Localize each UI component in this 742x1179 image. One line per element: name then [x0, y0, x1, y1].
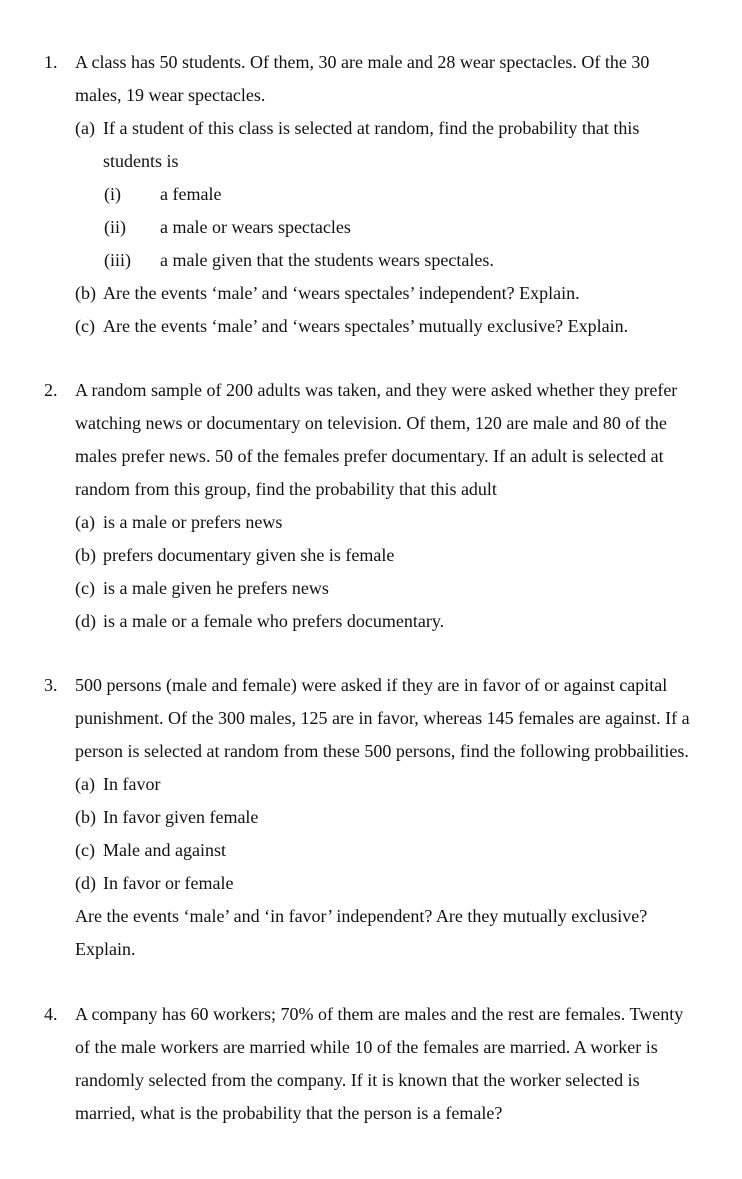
part-label: (a)	[75, 774, 95, 794]
part-label: (d)	[75, 873, 96, 893]
question-text: married, what is the probability that the person is a female?	[75, 1103, 503, 1123]
question-text: Explain.	[75, 939, 136, 959]
part-label: (b)	[75, 807, 96, 827]
question-text: of the male workers are married while 10 of the females are married. A worker is	[75, 1037, 658, 1057]
question-text: Are the events ‘male’ and ‘in favor’ independent? Are they mutually exclusive?	[75, 906, 648, 926]
part-text: In favor	[103, 774, 161, 794]
part-label: (b)	[75, 545, 96, 565]
question-text: random from this group, find the probability that this adult	[75, 479, 497, 499]
question-number: 2.	[44, 380, 58, 400]
question-text: males prefer news. 50 of the females prefer documentary. If an adult is selected at	[75, 446, 664, 466]
part-label: (b)	[75, 283, 96, 303]
part-text: is a male given he prefers news	[103, 578, 329, 598]
question-number: 4.	[44, 1004, 58, 1024]
part-text: is a male or prefers news	[103, 512, 283, 532]
question-text: 500 persons (male and female) were asked if they are in favor of or against capital	[75, 675, 668, 695]
part-label: (a)	[75, 512, 95, 532]
part-text: students is	[103, 151, 179, 171]
question-text: A random sample of 200 adults was taken, and they were asked whether they prefer	[75, 380, 678, 400]
question-number: 3.	[44, 675, 58, 695]
part-label: (d)	[75, 611, 96, 631]
question-text: watching news or documentary on television. Of them, 120 are male and 80 of the	[75, 413, 667, 433]
question-text: punishment. Of the 300 males, 125 are in favor, whereas 145 females are against. If a	[75, 708, 690, 728]
subpart-label: (iii)	[104, 250, 131, 270]
part-label: (c)	[75, 578, 95, 598]
part-text: Are the events ‘male’ and ‘wears spectales’ mutually exclusive? Explain.	[103, 316, 629, 336]
part-text: Male and against	[103, 840, 226, 860]
subpart-label: (i)	[104, 184, 121, 204]
question-text: A class has 50 students. Of them, 30 are male and 28 wear spectacles. Of the 30	[75, 52, 650, 72]
part-text: If a student of this class is selected at random, find the probability that this	[103, 118, 640, 138]
question-number: 1.	[44, 52, 58, 72]
question-text: person is selected at random from these 500 persons, find the following probbailities.	[75, 741, 689, 761]
part-text: prefers documentary given she is female	[103, 545, 395, 565]
question-text: A company has 60 workers; 70% of them are males and the rest are females. Twenty	[75, 1004, 684, 1024]
question-text: randomly selected from the company. If it is known that the worker selected is	[75, 1070, 640, 1090]
part-text: Are the events ‘male’ and ‘wears spectales’ independent? Explain.	[103, 283, 580, 303]
question-text: males, 19 wear spectacles.	[75, 85, 266, 105]
subpart-text: a male or wears spectacles	[160, 217, 351, 237]
part-text: In favor given female	[103, 807, 259, 827]
part-label: (a)	[75, 118, 95, 138]
part-label: (c)	[75, 840, 95, 860]
subpart-text: a male given that the students wears spectales.	[160, 250, 494, 270]
part-text: is a male or a female who prefers documentary.	[103, 611, 445, 631]
subpart-label: (ii)	[104, 217, 126, 237]
part-text: In favor or female	[103, 873, 234, 893]
part-label: (c)	[75, 316, 95, 336]
subpart-text: a female	[160, 184, 222, 204]
